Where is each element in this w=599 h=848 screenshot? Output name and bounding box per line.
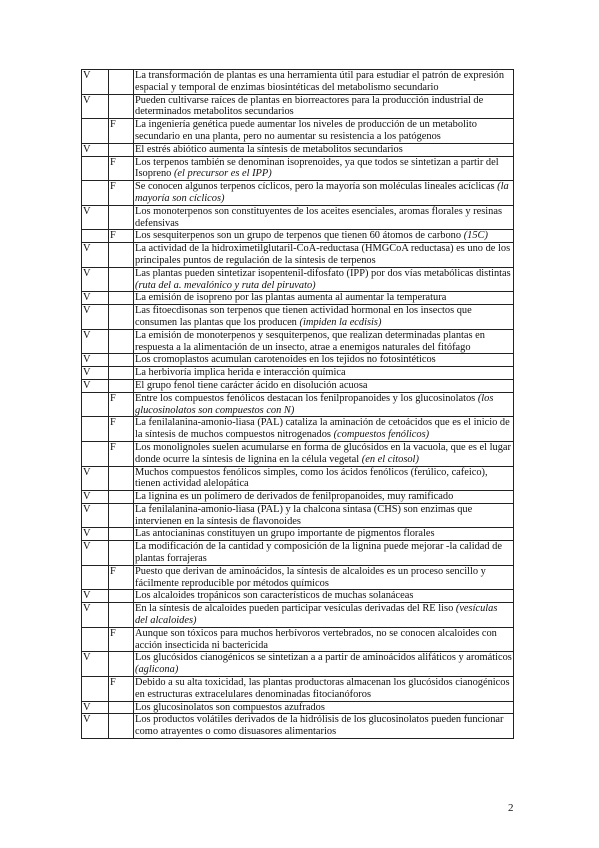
statement-text: La herbivoría implica herida e interacción química	[135, 367, 346, 379]
true-marker-cell: V	[82, 466, 109, 491]
statement-cell	[134, 441, 514, 466]
true-marker-cell	[82, 230, 109, 243]
true-marker-cell: V	[82, 714, 109, 739]
statement-text: Se conocen algunos terpenos cíclicos, pero la mayoría son moléculas lineales acíclicas	[135, 181, 498, 193]
table-row	[82, 701, 514, 714]
true-marker-cell	[82, 565, 109, 590]
true-marker-cell	[82, 441, 109, 466]
statement-cell	[134, 181, 514, 206]
statement-text: Los terpenos también se denominan isoprenoides, ya que todos se sintetizan a partir del Isopreno	[135, 156, 499, 180]
table-row	[82, 677, 514, 702]
statement-text: La lignina es un polímero de derivados de fenilpropanoides, muy ramificado	[135, 491, 454, 503]
statement-text: Los glucosinolatos son compuestos azufrados	[135, 701, 325, 713]
statement-text: Las antocianinas constituyen un grupo importante de pigmentos florales	[135, 528, 435, 540]
false-marker-cell	[109, 329, 134, 354]
table-body	[82, 70, 514, 739]
true-marker-cell: V	[82, 70, 109, 95]
table-row	[82, 181, 514, 206]
statement-text: Los cromoplastos acumulan carotenoides en los tejidos no fotosintéticos	[135, 354, 436, 366]
true-marker-cell	[82, 392, 109, 417]
statement-text: Los glucósidos cianogénicos se sintetizan a a partir de aminoácidos alifáticos y aromáticos	[135, 652, 512, 664]
true-marker-cell: V	[82, 367, 109, 380]
table-row	[82, 379, 514, 392]
false-marker-cell	[109, 714, 134, 739]
statement-text: La actividad de la hidroximetilglutaril-CoA-reductasa (HMGCoA reductasa) es uno de los principales puntos de regulación de la síntesis de terpenos	[135, 243, 511, 266]
correction-note: (ruta del a. mevalónico y ruta del piruvato)	[135, 279, 316, 291]
true-marker-cell: V	[82, 329, 109, 354]
true-marker-cell: V	[82, 590, 109, 603]
table-row	[82, 541, 514, 566]
table-row	[82, 417, 514, 442]
table-row	[82, 714, 514, 739]
statement-cell	[134, 528, 514, 541]
page-number: 2	[508, 802, 514, 814]
table-row	[82, 354, 514, 367]
statement-cell	[134, 292, 514, 305]
statement-text: El grupo fenol tiene carácter ácido en disolución acuosa	[135, 379, 368, 391]
false-marker-cell: F	[109, 565, 134, 590]
false-marker-cell: F	[109, 441, 134, 466]
table-row	[82, 329, 514, 354]
false-marker-cell	[109, 267, 134, 292]
statement-cell	[134, 156, 514, 181]
statement-text: Los productos volátiles derivados de la hidrólisis de los glucosinolatos pueden funcionar como atrayentes o como disuasores alimentarios	[135, 714, 504, 738]
table-row	[82, 603, 514, 628]
false-marker-cell	[109, 205, 134, 230]
statement-cell	[134, 243, 514, 268]
table-row	[82, 491, 514, 504]
false-marker-cell	[109, 466, 134, 491]
false-marker-cell	[109, 528, 134, 541]
true-marker-cell: V	[82, 652, 109, 677]
true-marker-cell: V	[82, 528, 109, 541]
statement-cell	[134, 603, 514, 628]
statement-cell	[134, 367, 514, 380]
correction-note: (el precursor es el IPP)	[173, 168, 272, 180]
statement-text: Muchos compuestos fenólicos simples, como los ácidos fenólicos (ferúlico, cafeico), tienen actividad alelopática	[135, 466, 488, 490]
statement-text: La fenilalanina-amonio-liasa (PAL) cataliza la aminación de cetoácidos que es el inicio de la síntesis de muchos compuestos nitrogenados	[135, 417, 510, 441]
statement-cell	[134, 329, 514, 354]
true-marker-cell: V	[82, 503, 109, 528]
false-marker-cell: F	[109, 230, 134, 243]
false-marker-cell	[109, 305, 134, 330]
table-row	[82, 119, 514, 144]
statement-text: Los monoterpenos son constituyentes de los aceites esenciales, aromas florales y resinas defensivas	[135, 205, 503, 229]
false-marker-cell: F	[109, 156, 134, 181]
table-row	[82, 503, 514, 528]
false-marker-cell	[109, 379, 134, 392]
statement-text: La emisión de isopreno por las plantas aumenta al aumentar la temperatura	[135, 292, 447, 304]
table-row	[82, 466, 514, 491]
statement-cell	[134, 119, 514, 144]
false-marker-cell	[109, 292, 134, 305]
table-row	[82, 627, 514, 652]
table-row	[82, 230, 514, 243]
statement-text: El estrés abiótico aumenta la síntesis de metabolitos secundarios	[135, 143, 403, 155]
statement-text: Entre los compuestos fenólicos destacan los fenilpropanoides y los glucosinolatos	[135, 392, 478, 404]
true-marker-cell: V	[82, 541, 109, 566]
statement-text: Aunque son tóxicos para muchos herbívoros vertebrados, no se conocen alcaloides con acción insecticida ni bactericida	[135, 627, 497, 651]
table-row	[82, 267, 514, 292]
statement-text: Puesto que derivan de aminoácidos, la síntesis de alcaloides es un proceso sencillo y fácilmente reproducible por métodos químicos	[135, 565, 486, 589]
true-marker-cell: V	[82, 267, 109, 292]
false-marker-cell	[109, 70, 134, 95]
statement-cell	[134, 565, 514, 590]
true-marker-cell: V	[82, 305, 109, 330]
table-row	[82, 292, 514, 305]
false-marker-cell	[109, 354, 134, 367]
true-marker-cell	[82, 181, 109, 206]
true-marker-cell: V	[82, 94, 109, 119]
statement-cell	[134, 230, 514, 243]
statement-text: La modificación de la cantidad y composición de la lignina puede mejorar -la calidad de plantas forrajeras	[135, 541, 502, 565]
false-marker-cell: F	[109, 119, 134, 144]
table-row	[82, 70, 514, 95]
statement-text: En la síntesis de alcaloides pueden participar vesículas derivadas del RE liso	[135, 603, 456, 615]
correction-note: (en el citosol)	[361, 453, 419, 465]
true-marker-cell: V	[82, 292, 109, 305]
statement-cell	[134, 627, 514, 652]
false-marker-cell: F	[109, 181, 134, 206]
statement-cell	[134, 590, 514, 603]
table-row	[82, 156, 514, 181]
statement-text: La transformación de plantas es una herramienta útil para estudiar el patrón de expresión espacial y temporal de enzimas biosintéticas del metabolismo secundario	[135, 70, 505, 93]
statement-cell	[134, 541, 514, 566]
table-row	[82, 590, 514, 603]
table-row	[82, 205, 514, 230]
true-marker-cell	[82, 677, 109, 702]
table-row	[82, 565, 514, 590]
correction-note: (los glucosinolatos son compuestos con N)	[135, 392, 494, 416]
true-marker-cell	[82, 627, 109, 652]
false-marker-cell	[109, 143, 134, 156]
false-marker-cell	[109, 701, 134, 714]
correction-note: (compuestos fenólicos)	[333, 429, 430, 441]
false-marker-cell	[109, 491, 134, 504]
statement-text: Los monolignoles suelen acumularse en forma de glucósidos en la vacuola, que es el lugar donde ocurre la síntesis de lignina en la célula vegetal	[135, 441, 511, 465]
table-row	[82, 367, 514, 380]
statement-cell	[134, 677, 514, 702]
true-marker-cell	[82, 417, 109, 442]
table-row	[82, 392, 514, 417]
statement-text: Las fitoecdisonas son terpenos que tienen actividad hormonal en los insectos que consumen las plantas que los producen	[135, 305, 472, 328]
false-marker-cell: F	[109, 677, 134, 702]
true-marker-cell: V	[82, 143, 109, 156]
correction-note: (vesículas del alcaloides)	[135, 603, 498, 627]
statement-cell	[134, 491, 514, 504]
statement-cell	[134, 701, 514, 714]
statement-text: Los alcaloides tropánicos son característicos de muchas solanáceas	[135, 590, 414, 602]
false-marker-cell	[109, 94, 134, 119]
correction-note: (15C)	[463, 230, 488, 242]
false-marker-cell	[109, 541, 134, 566]
statement-text: Las plantas pueden sintetizar isopentenil-difosfato (IPP) por dos vías metabólicas distintas	[135, 267, 511, 279]
statement-cell	[134, 652, 514, 677]
statement-cell	[134, 143, 514, 156]
false-marker-cell	[109, 243, 134, 268]
table-row	[82, 305, 514, 330]
table-row	[82, 243, 514, 268]
true-marker-cell: V	[82, 243, 109, 268]
true-marker-cell: V	[82, 701, 109, 714]
correction-note: (aglicona)	[135, 664, 179, 676]
statement-text: Pueden cultivarse raíces de plantas en biorreactores para la producción industrial de determinados metabolitos secundarios	[135, 94, 484, 118]
statement-cell	[134, 714, 514, 739]
statement-text: Debido a su alta toxicidad, las plantas productoras almacenan los glucósidos cianogénicos en estructuras extracelulares denominadas fitocianóforos	[135, 677, 510, 700]
true-marker-cell: V	[82, 205, 109, 230]
table-row	[82, 652, 514, 677]
false-marker-cell: F	[109, 392, 134, 417]
true-marker-cell	[82, 119, 109, 144]
statement-text: La emisión de monoterpenos y sesquiterpenos, que realizan determinadas plantas en respuesta a la alimentación de un insecto, atrae a enemigos naturales del fitófago	[135, 329, 485, 353]
statement-cell	[134, 417, 514, 442]
statement-cell	[134, 466, 514, 491]
statement-text: Los sesquiterpenos son un grupo de terpenos que tienen 60 átomos de carbono	[135, 230, 464, 242]
table-row	[82, 528, 514, 541]
false-marker-cell: F	[109, 627, 134, 652]
true-marker-cell	[82, 156, 109, 181]
statement-cell	[134, 94, 514, 119]
statement-cell	[134, 503, 514, 528]
statement-cell	[134, 392, 514, 417]
statement-cell	[134, 205, 514, 230]
table-row	[82, 143, 514, 156]
table-row	[82, 94, 514, 119]
statement-text: La fenilalanina-amonio-liasa (PAL) y la chalcona sintasa (CHS) son enzimas que intervienen en la síntesis de flavonoides	[135, 503, 473, 527]
true-false-table	[81, 69, 514, 739]
false-marker-cell	[109, 503, 134, 528]
false-marker-cell	[109, 367, 134, 380]
statement-text: La ingeniería genética puede aumentar los niveles de producción de un metabolito secundario en una planta, pero no aumentar su resistencia a los patógenos	[135, 119, 477, 142]
statement-cell	[134, 354, 514, 367]
statement-cell	[134, 267, 514, 292]
true-marker-cell: V	[82, 354, 109, 367]
correction-note: (la mayoría son cíclicos)	[135, 181, 509, 204]
false-marker-cell	[109, 652, 134, 677]
statement-cell	[134, 70, 514, 95]
true-marker-cell: V	[82, 379, 109, 392]
false-marker-cell: F	[109, 417, 134, 442]
true-marker-cell: V	[82, 603, 109, 628]
statement-cell	[134, 305, 514, 330]
false-marker-cell	[109, 603, 134, 628]
statement-cell	[134, 379, 514, 392]
correction-note: (impiden la ecdisis)	[299, 316, 382, 328]
table-row	[82, 441, 514, 466]
true-marker-cell: V	[82, 491, 109, 504]
false-marker-cell	[109, 590, 134, 603]
